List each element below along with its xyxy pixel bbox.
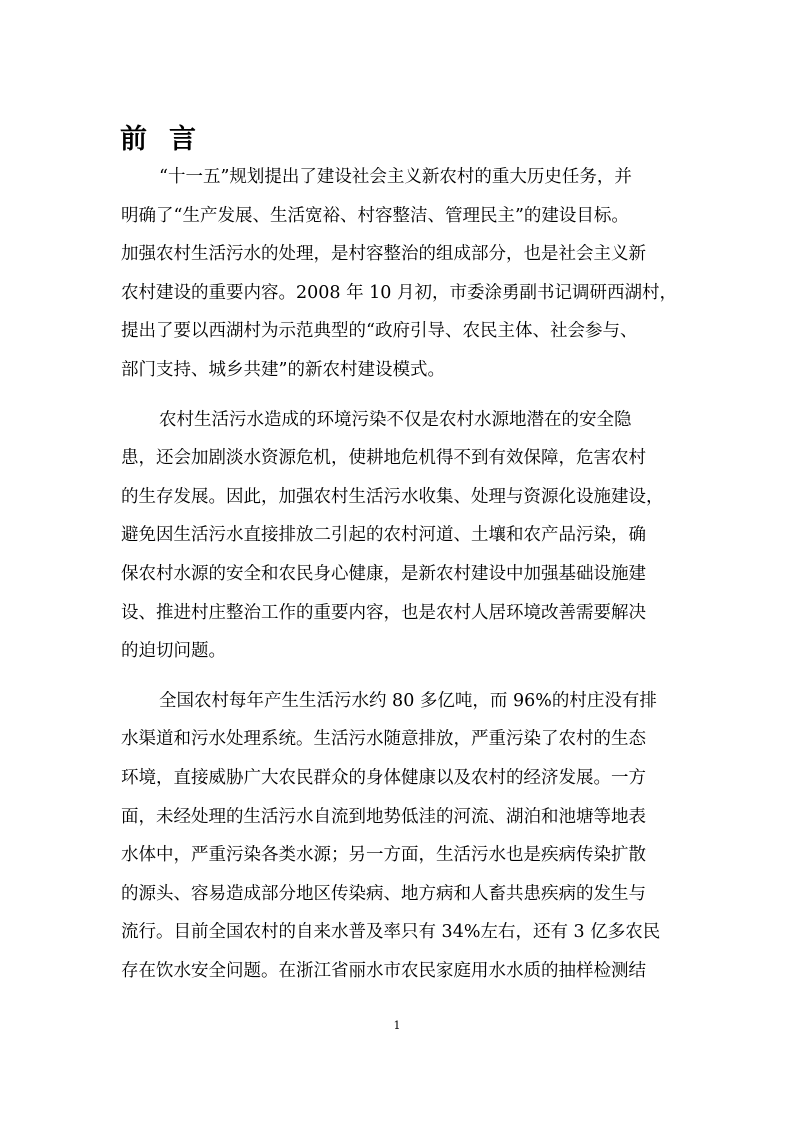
text-line: “十一五”规划提出了建设社会主义新农村的重大历史任务，并 [159,167,632,187]
text-line: 存在饮水安全问题。在浙江省丽水市农民家庭用水水质的抽样检测结 [121,960,646,981]
page-title: 前言 [120,124,218,155]
text-line: 加强农村生活污水的处理，是村容整治的组成部分，也是社会主义新 [121,244,646,265]
body-text [121,158,675,990]
text-line: 避免因生活污水直接排放二引起的农村河道、土壤和农产品污染，确 [121,525,646,546]
paragraph-2 [121,401,675,671]
paragraph-1 [121,158,675,390]
text-line: 部门支持、城乡共建”的新农村建设模式。 [121,359,445,380]
text-line: 面，未经处理的生活污水自流到地势低洼的河流、湖泊和池塘等地表 [121,806,646,827]
text-line: 水渠道和污水处理系统。生活污水随意排放，严重污染了农村的生态 [121,729,646,750]
text-line: 的迫切问题。 [121,641,226,662]
text-line: 保农村水源的安全和农民身心健康，是新农村建设中加强基础设施建 [121,563,646,584]
paragraph-gap [121,671,675,682]
text-line: 农村建设的重要内容。2008 年 10 月初，市委涂勇副书记调研西湖村， [121,282,677,303]
text-line: 患，还会加剧淡水资源危机，使耕地危机得不到有效保障，危害农村 [121,448,646,469]
text-line: 水体中，严重污染各类水源；另一方面，生活污水也是疾病传染扩散 [121,845,646,866]
text-line: 全国农村每年产生生活污水约 80 多亿吨，而 96%的村庄没有排 [159,690,657,711]
text-line: 环境，直接威胁广大农民群众的身体健康以及农村的经济发展。一方 [121,767,646,788]
text-line: 流行。目前全国农村的自来水普及率只有 34%左右，还有 3 亿多农民 [121,922,661,943]
text-line: 提出了要以西湖村为示范典型的“政府引导、农民主体、社会参与、 [121,321,638,342]
text-line: 的生存发展。因此，加强农村生活污水收集、处理与资源化设施建设， [121,486,664,507]
text-line: 设、推进村庄整治工作的重要内容，也是农村人居环境改善需要解决 [121,602,646,623]
text-line: 明确了“生产发展、生活宽裕、村容整洁、管理民主”的建设目标。 [121,205,629,226]
page-number: 1 [393,1019,401,1032]
paragraph-gap [121,390,675,401]
text-line: 的源头、容易造成部分地区传染病、地方病和人畜共患疾病的发生与 [121,883,646,904]
paragraph-3 [121,682,675,991]
text-line: 农村生活污水造成的环境污染不仅是农村水源地潜在的安全隐 [159,409,632,430]
